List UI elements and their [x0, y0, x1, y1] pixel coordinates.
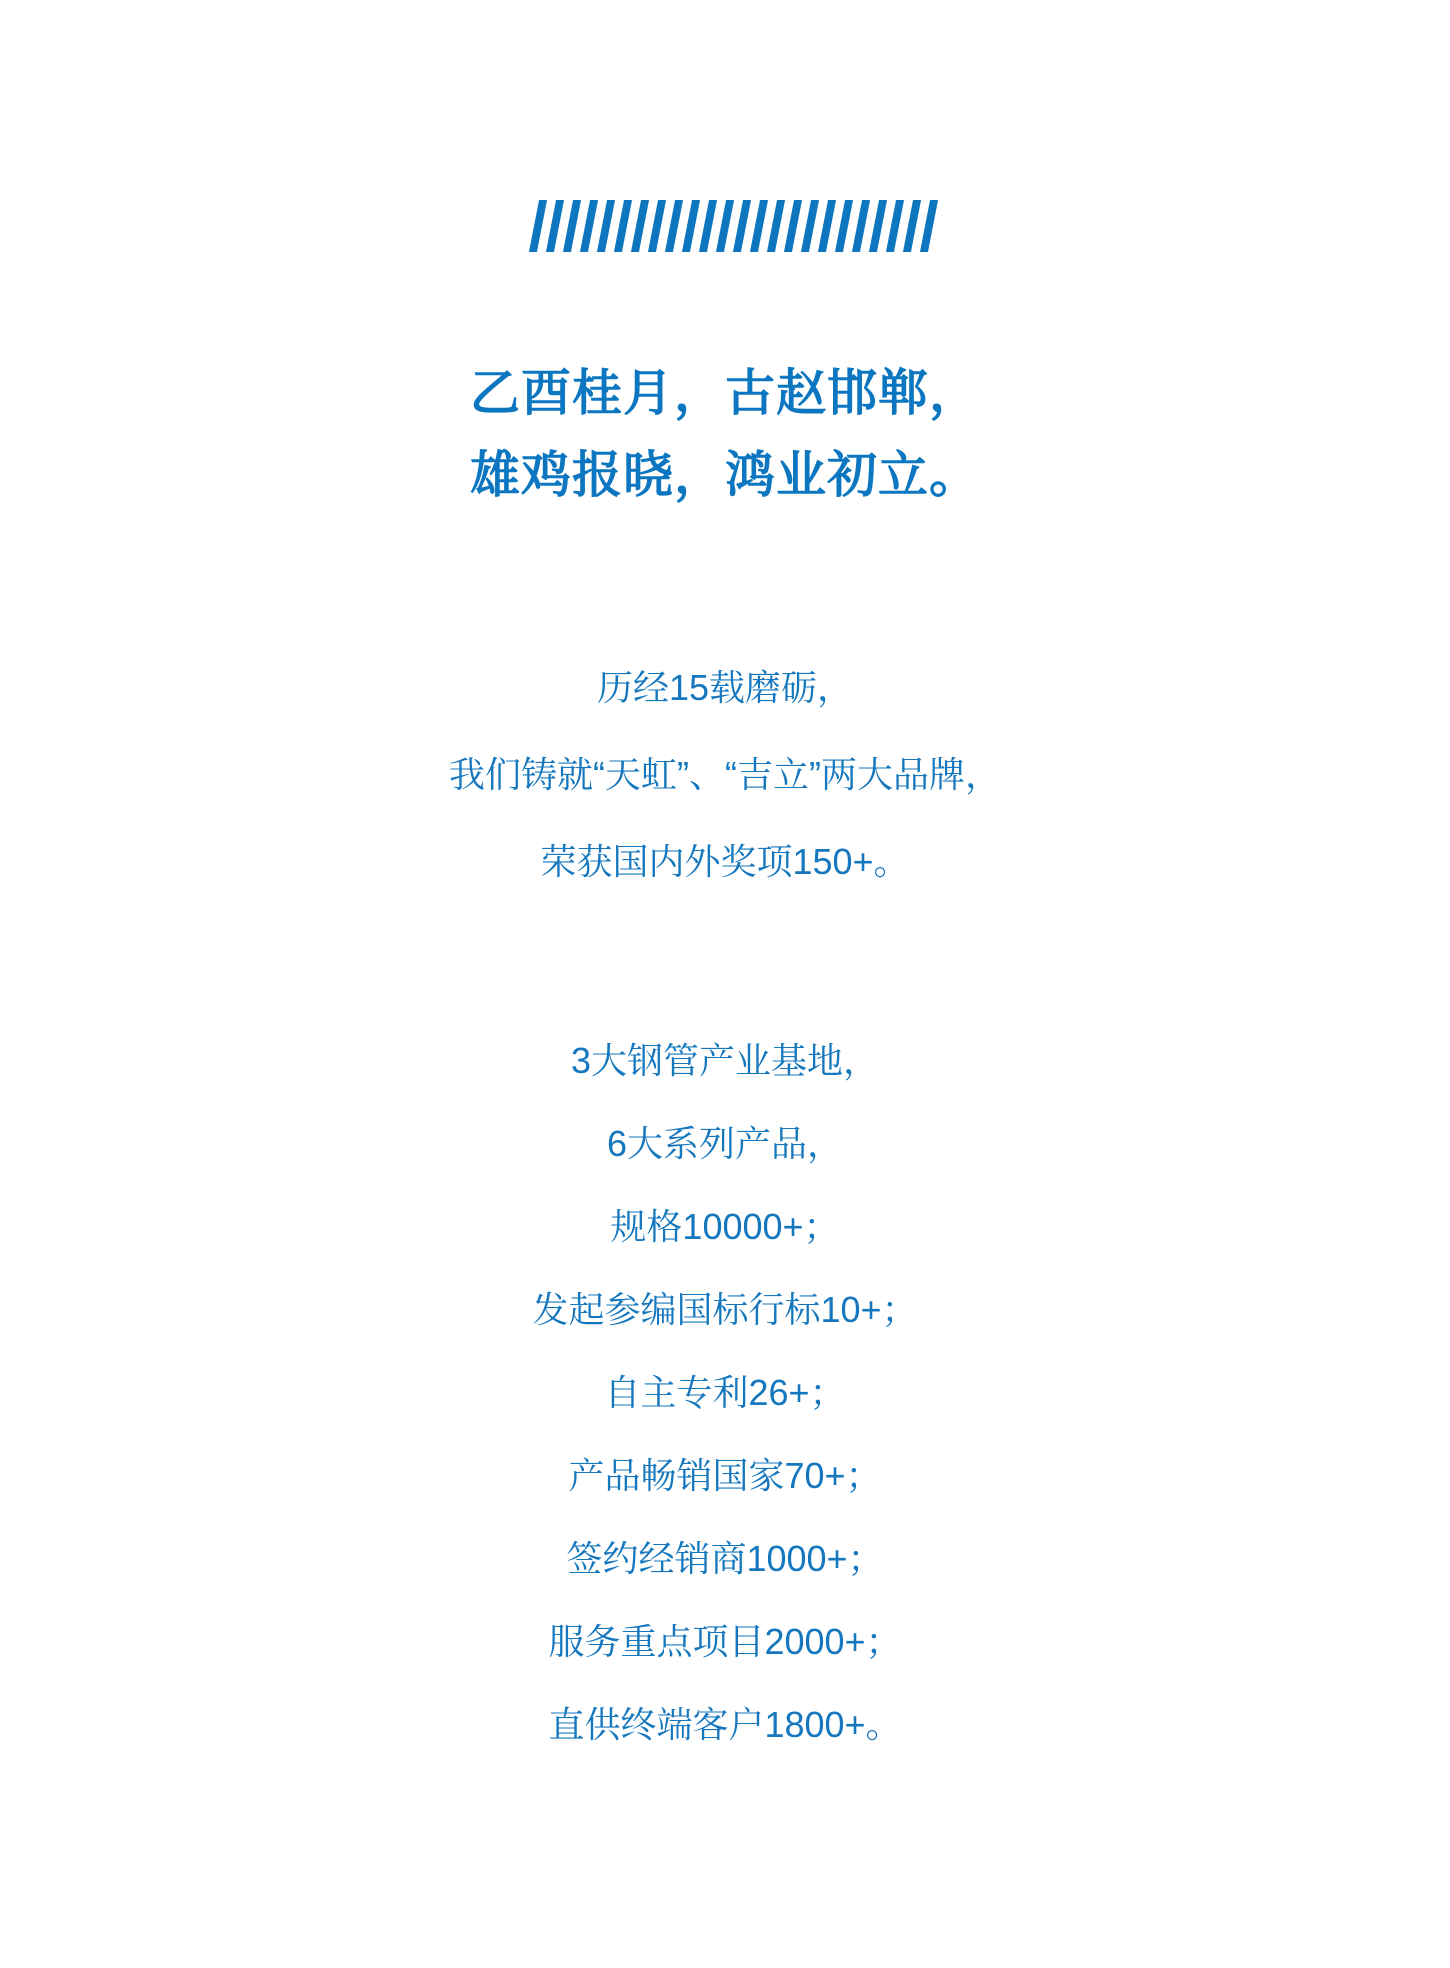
poster-page [0, 200, 1450, 1968]
slash-mark-icon [545, 200, 563, 252]
stat-line: 产品畅销国家70+； [568, 1455, 882, 1496]
slash-mark-icon [834, 200, 852, 252]
stat-line: 发起参编国标行标10+； [532, 1289, 918, 1330]
stat-line: 签约经销商1000+； [566, 1538, 884, 1579]
intro-paragraph [0, 644, 1450, 905]
slash-mark-icon [698, 200, 716, 252]
slash-mark-icon [749, 200, 767, 252]
stat-line: 服务重点项目2000+； [548, 1621, 902, 1662]
slash-mark-icon [562, 200, 580, 252]
stat-line: 直供终端客户1800+。 [548, 1704, 902, 1745]
slash-mark-icon [528, 200, 546, 252]
intro-line: 我们铸就“天虹”、“吉立”两大品牌， [449, 754, 1001, 795]
stat-line: 自主专利26+； [604, 1372, 846, 1413]
stats-list [0, 1019, 1450, 1766]
main-heading [0, 352, 1450, 516]
slash-mark-icon [851, 200, 869, 252]
stat-line: 规格10000+； [610, 1206, 840, 1247]
stat-line: 3大钢管产业基地， [570, 1040, 880, 1081]
slash-mark-icon [596, 200, 614, 252]
slash-decoration [528, 200, 937, 252]
slash-mark-icon [919, 200, 937, 252]
slash-mark-icon [613, 200, 631, 252]
slash-mark-icon [579, 200, 597, 252]
slash-mark-icon [630, 200, 648, 252]
slash-mark-icon [766, 200, 784, 252]
slash-mark-icon [783, 200, 801, 252]
intro-line: 荣获国内外奖项150+。 [540, 841, 910, 882]
slash-mark-icon [732, 200, 750, 252]
stat-line: 6大系列产品， [606, 1123, 844, 1164]
heading-line: 乙酉桂月，古赵邯郸， [470, 365, 980, 421]
slash-mark-icon [664, 200, 682, 252]
slash-mark-icon [817, 200, 835, 252]
slash-mark-icon [868, 200, 886, 252]
slash-mark-icon [647, 200, 665, 252]
slash-mark-icon [715, 200, 733, 252]
slash-mark-icon [800, 200, 818, 252]
slash-mark-icon [681, 200, 699, 252]
intro-line: 历经15载磨砺， [596, 667, 854, 708]
slash-mark-icon [902, 200, 920, 252]
heading-line: 雄鸡报晓，鸿业初立。 [470, 447, 980, 503]
slash-mark-icon [885, 200, 903, 252]
